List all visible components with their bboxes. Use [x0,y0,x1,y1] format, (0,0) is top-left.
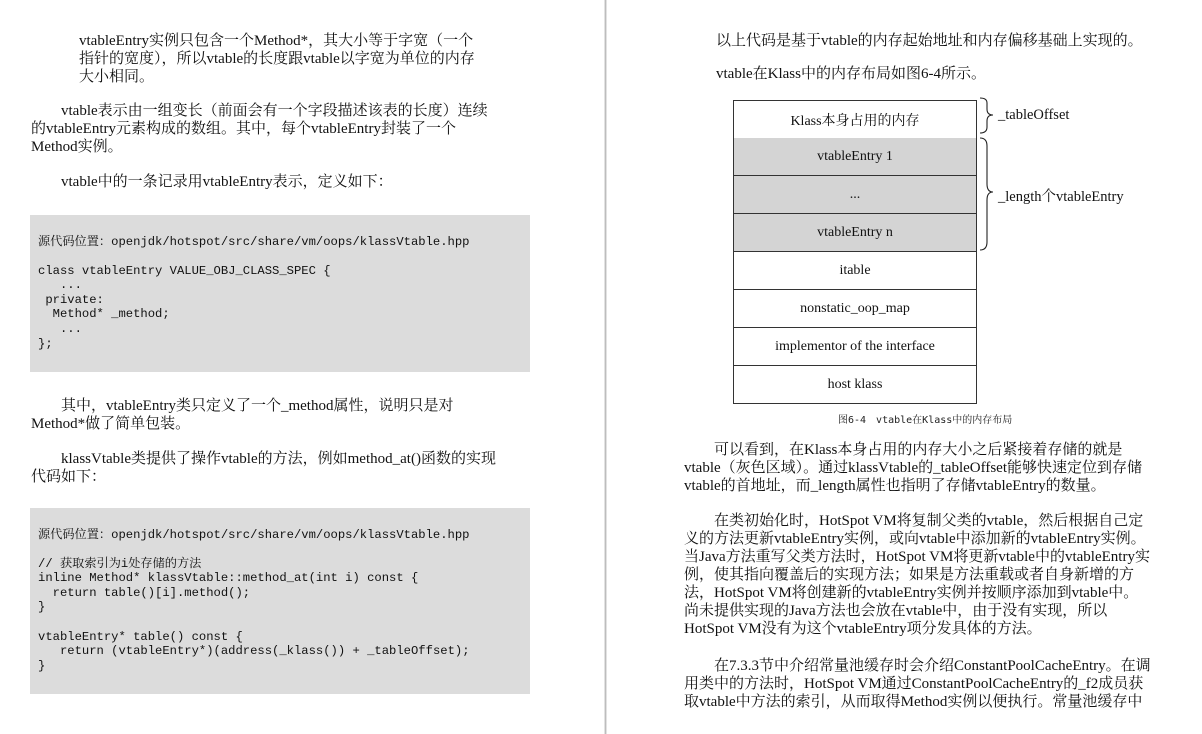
code-block-2 [30,508,530,694]
left-paragraph-5: klassVtable类提供了操作vtable的方法，例如method_at()函数的实现 代码如下： [31,451,496,485]
layout-cell: Klass本身占用的内存 [733,100,977,139]
left-paragraph-2: vtable表示由一组变长（前面会有一个字段描述该表的长度）连续 的vtableEntry元素构成的数组。其中，每个vtableEntry封装了一个 Method实例。 [31,103,488,155]
layout-cell: vtableEntry n [733,214,977,252]
layout-cell: vtableEntry 1 [733,138,977,176]
right-paragraph-5: 在7.3.3节中介绍常量池缓存时会介绍ConstantPoolCacheEntry。在调 用类中的方法时，HotSpot VM通过ConstantPoolCacheEntry的_f2成员获 取vtable中方法的索引，从而取得Method实例以便执行。常量池缓存中 [684,658,1151,710]
layout-cell: implementor of the interface [733,328,977,366]
right-paragraph-3: 可以看到，在Klass本身占用的内存大小之后紧接着存储的就是 vtable（灰色区域）。通过klassVtable的_tableOffset能够快速定位到存储 vtable的首地址，而_length属性也指明了存储vtableEntry的数量。 [684,442,1143,494]
code-body: // 获取索引为i处存储的方法 inline Method* klassVtable::method_at(int i) const { return table()[i].method(); } vtableEntry* table() const { return (vtableEntry*)(address(_klass()) + _tableOffset); } [38,556,470,673]
left-paragraph-1: vtableEntry实例只包含一个Method*，其大小等于字宽（一个 指针的宽度），所以vtable的长度跟vtable以字宽为单位的内存 大小相同。 [79,33,475,85]
figure-caption: 图6-4 vtable在Klass中的内存布局 [838,415,1013,426]
right-paragraph-4: 在类初始化时，HotSpot VM将复制父类的vtable，然后根据自己定 义的方法更新vtableEntry实例，或向vtable中添加新的vtableEntry实例。 当Java方法重写父类方法时，HotSpot VM将更新vtable中的vtableEntry实 例，使其指向覆盖后的实现方法；如果是方法重载或者自身新增的方 法，HotSpot VM将创建新的vtableEntry实例并按顺序添加到vtable中。 尚未提供实现的Java方法也会放在vtable中，由于没有实现，所以 HotSpot VM没有为这个vtableEntry项分发具体的方法。 [684,513,1150,637]
left-paragraph-3: vtable中的一条记录用vtableEntry表示，定义如下： [31,174,393,190]
code-body: class vtableEntry VALUE_OBJ_CLASS_SPEC { ... private: Method* _method; ... }; [38,263,331,351]
layout-cell: itable [733,252,977,290]
length-label: _length个vtableEntry [998,189,1124,205]
layout-cell: nonstatic_oop_map [733,290,977,328]
table-offset-label: _tableOffset [998,107,1070,123]
code-block-1 [30,215,530,372]
code-source-path: 源代码位置：openjdk/hotspot/src/share/vm/oops/klassVtable.hpp [38,235,470,249]
layout-cell: ... [733,176,977,214]
layout-cell: host klass [733,366,977,404]
length-brace [980,138,993,250]
code-source-path: 源代码位置：openjdk/hotspot/src/share/vm/oops/klassVtable.hpp [38,528,470,542]
right-paragraph-2: vtable在Klass中的内存布局如图6-4所示。 [716,66,986,82]
right-paragraph-1: 以上代码是基于vtable的内存起始地址和内存偏移基础上实现的。 [716,33,1143,49]
left-paragraph-4: 其中，vtableEntry类只定义了一个_method属性，说明只是对 Method*做了简单包装。 [31,398,454,432]
table-offset-brace [980,98,993,133]
